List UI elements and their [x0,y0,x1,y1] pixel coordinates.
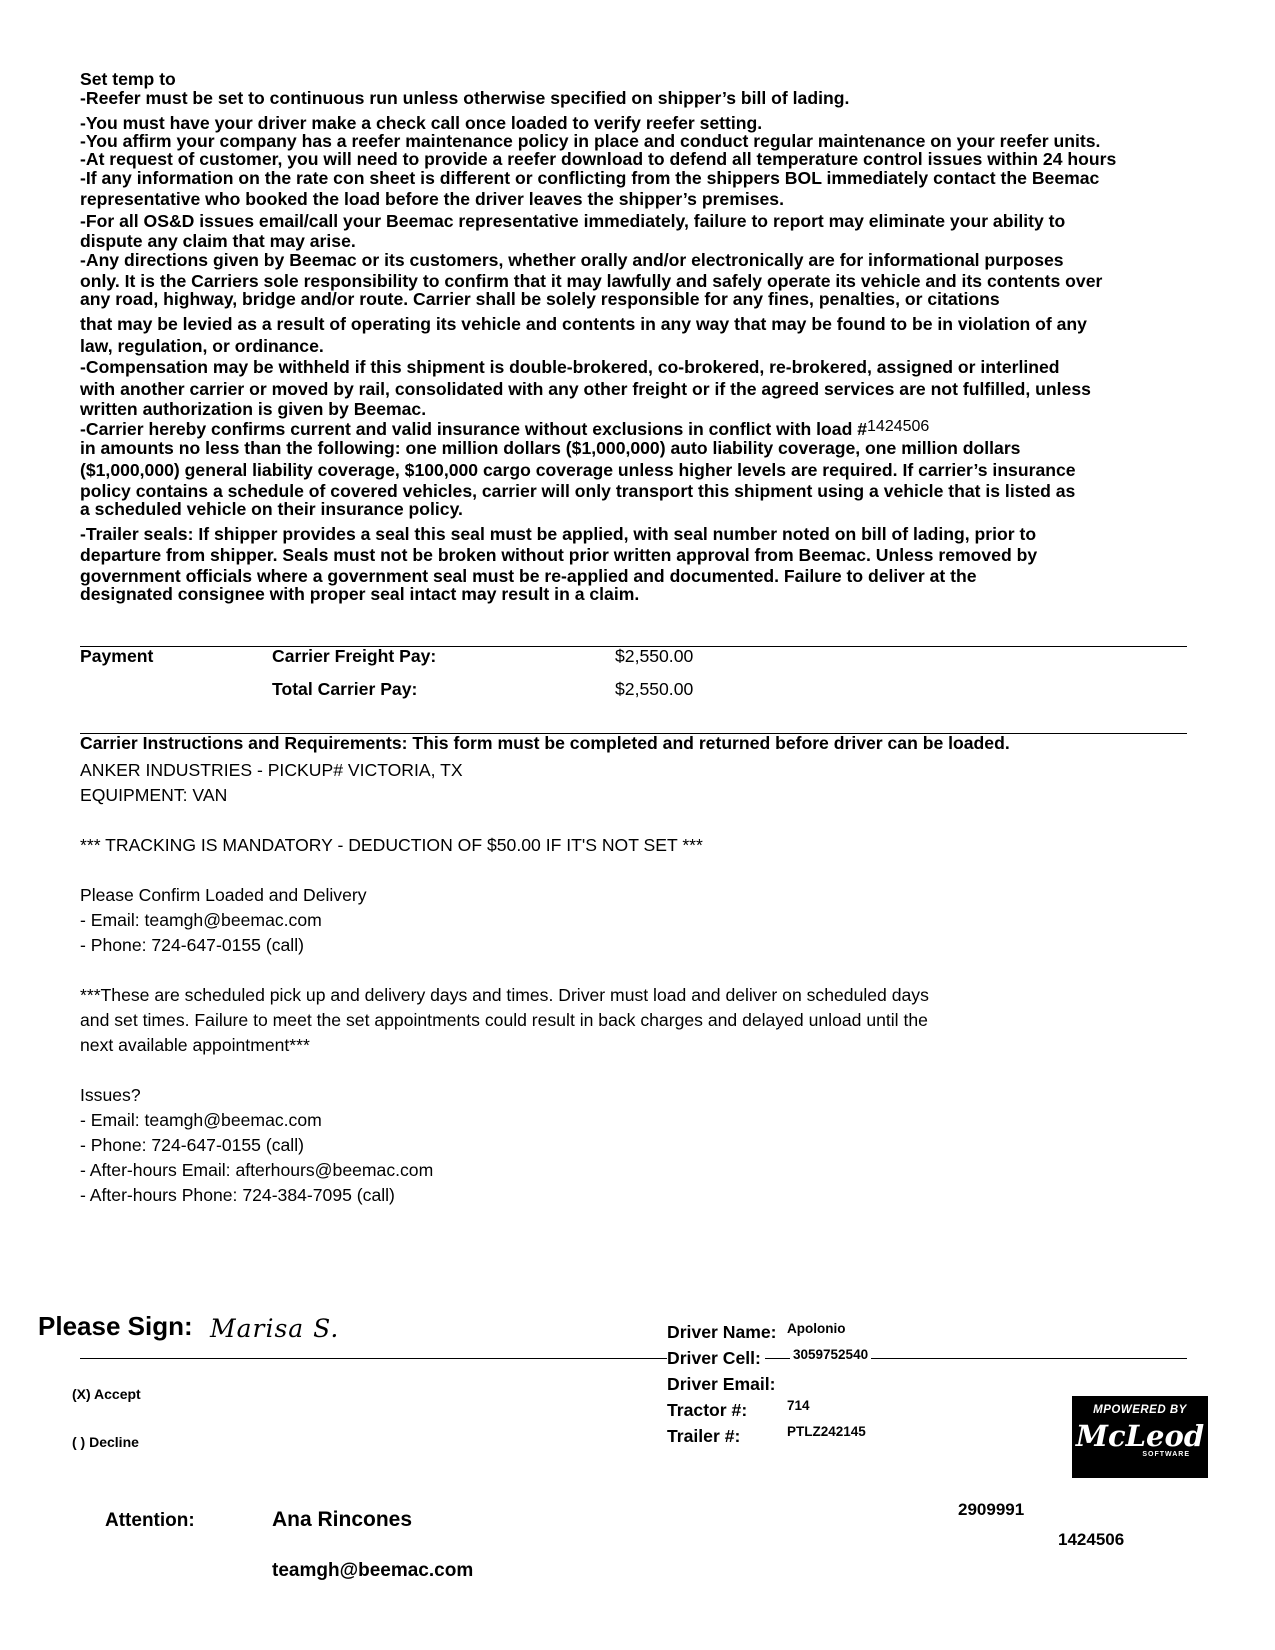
payment-label: Payment [80,646,154,666]
instruction-line [80,958,929,983]
instructions-body [80,758,929,1208]
driver-name-value[interactable]: Apolonio [787,1321,846,1336]
term-insurance-3: ($1,000,000) general liability coverage, $100,000 cargo coverage unless higher levels are required. If carrier’s insurance [80,459,1076,480]
instruction-line: next available appointment*** [80,1035,310,1055]
term-check-call: -You must have your driver make a check call once loaded to verify reefer setting. [80,112,763,133]
driver-name-label: Driver Name: [667,1322,777,1342]
instruction-line: and set times. Failure to meet the set appointments could result in back charges and delayed unload until the [80,1010,928,1030]
instruction-line: EQUIPMENT: VAN [80,785,228,805]
instruction-line: Issues? [80,1085,141,1105]
instruction-line: *** TRACKING IS MANDATORY - DEDUCTION OF $50.00 IF IT'S NOT SET *** [80,835,703,855]
tractor-value[interactable]: 714 [787,1398,810,1413]
instruction-line: Please Confirm Loaded and Delivery [80,885,367,905]
term-maintenance: -You affirm your company has a reefer maintenance policy in place and conduct regular maintenance on your reefer units. [80,130,1101,151]
term-insurance-4a: policy contains [80,480,209,501]
term-directions-5: law, regulation, or ordinance. [80,335,324,356]
instruction-line: - Phone: 724-647-0155 (call) [80,1135,304,1155]
instruction-line: ANKER INDUSTRIES - PICKUP# VICTORIA, TX [80,760,463,780]
instruction-line [80,1058,929,1083]
attention-email[interactable]: teamgh@beemac.com [272,1560,474,1581]
term-osd-2: dispute any claim that may arise. [80,231,356,252]
instruction-line [80,858,929,883]
instruction-line: - Email: teamgh@beemac.com [80,910,322,930]
please-sign-label: Please Sign: [38,1311,193,1341]
driver-email-label: Driver Email: [667,1374,776,1394]
decline-option[interactable]: ( ) Decline [72,1434,139,1450]
driver-cell-label: Driver Cell: [667,1348,765,1369]
term-comp-2: with another carrier or moved by rail, consolidated with any other freight or if the agreed services are not fulfilled, unless [80,378,1091,399]
attention-name: Ana Rincones [272,1508,413,1531]
instruction-line [80,808,929,833]
term-rate-con-1: -If any information on the rate con sheet is different or conflicting from the shippers BOL immediately contact the Beemac [80,167,1100,188]
signature-rule [80,1358,1187,1359]
reference-number-2: 1424506 [1058,1530,1125,1549]
mcleod-logo [1072,1396,1208,1478]
trailer-label: Trailer #: [667,1426,741,1446]
logo-brand-text: McLeod [1075,1419,1205,1453]
instruction-line: - After-hours Phone: 724-384-7095 (call) [80,1185,395,1205]
term-directions-4: that may be levied as a result of operating its vehicle and contents in any way that may be found to be in violation of any [80,313,1087,334]
term-osd-1: -For all OS&D issues email/call your Beemac representative immediately, failure to report may eliminate your ability to [80,210,1066,231]
term-comp-3a: written [80,399,138,420]
carrier-freight-pay-value: $2,550.00 [615,646,694,666]
term-insurance-5: a scheduled vehicle on their insurance policy. [80,498,463,519]
reference-number-1: 2909991 [958,1500,1025,1519]
term-seal-2: departure from shipper. Seals must not be broken without prior written approval from Beemac. Unless removed by [80,545,1038,566]
term-insurance-1: -Carrier hereby confirms current and valid insurance without exclusions in conflict with load # [80,419,868,440]
instruction-line: - Phone: 724-647-0155 (call) [80,935,304,955]
terms-block [80,70,1265,603]
term-directions-1: -Any directions given by Beemac or its customers, whether orally and/or electronically are for informational purposes [80,250,1064,271]
term-comp-3b: authorization is given by Beemac. [142,399,427,420]
term-insurance-4b: a schedule of covered vehicles, carrier will only transport this shipment using a vehicle that is listed as [212,480,1076,501]
term-directions-3b: road, highway, bridge and/or route. Carrier shall be solely responsible for any fines, penalties, or citations [115,288,1000,309]
attention-label: Attention: [105,1510,195,1531]
term-rate-con-2: representative who booked the load before the driver leaves the shipper’s premises. [80,189,784,210]
logo-sub-text: SOFTWARE [1142,1451,1190,1458]
instruction-line: ***These are scheduled pick up and delivery days and times. Driver must load and deliver on scheduled days [80,985,929,1005]
signature[interactable]: Marisa S. [210,1314,340,1343]
total-carrier-pay-label: Total Carrier Pay: [272,679,418,699]
trailer-value[interactable]: PTLZ242145 [787,1424,866,1439]
term-directions-3a: any [80,288,111,309]
term-comp-1: -Compensation may be withheld if this shipment is double-brokered, co-brokered, re-brokered, assigned or interlined [80,357,1060,378]
term-seal-1: -Trailer seals: If shipper provides a seal this seal must be applied, with seal number noted on bill of lading, prior to [80,523,1037,544]
tractor-label: Tractor #: [667,1400,748,1420]
instruction-line: - Email: teamgh@beemac.com [80,1110,322,1130]
term-download: -At request of customer, you will need to provide a reefer download to defend all temperature control issues within 24 hours [80,148,1117,169]
total-carrier-pay-value: $2,550.00 [615,679,694,699]
carrier-freight-pay-label: Carrier Freight Pay: [272,646,437,666]
instruction-line: - After-hours Email: afterhours@beemac.com [80,1160,434,1180]
driver-cell-value[interactable]: 3059752540 [790,1347,871,1362]
insurance-load-number: 1424506 [867,418,930,436]
term-directions-2: only. It is the Carriers sole responsibility to confirm that it may lawfully and safely operate its vehicle and its contents over [80,270,1103,291]
term-set-temp: Set temp to [80,69,176,89]
term-seal-3b: where a government seal must be re-applied and documented. Failure to deliver at the [256,565,977,586]
term-seal-3a: government officials [80,565,253,586]
logo-top-text: MPOWERED BY [1093,1404,1187,1416]
accept-option[interactable]: (X) Accept [72,1386,141,1402]
instructions-header: Carrier Instructions and Requirements: This form must be completed and returned before driver can be loaded. [80,733,1010,753]
term-seal-4: designated consignee with proper seal intact may result in a claim. [80,583,640,604]
term-insurance-2: in amounts no less than the following: one million dollars ($1,000,000) auto liability coverage, one million dollars [80,438,1021,459]
term-reefer-continuous: -Reefer must be set to continuous run unless otherwise specified on shipper’s bill of lading. [80,88,850,108]
